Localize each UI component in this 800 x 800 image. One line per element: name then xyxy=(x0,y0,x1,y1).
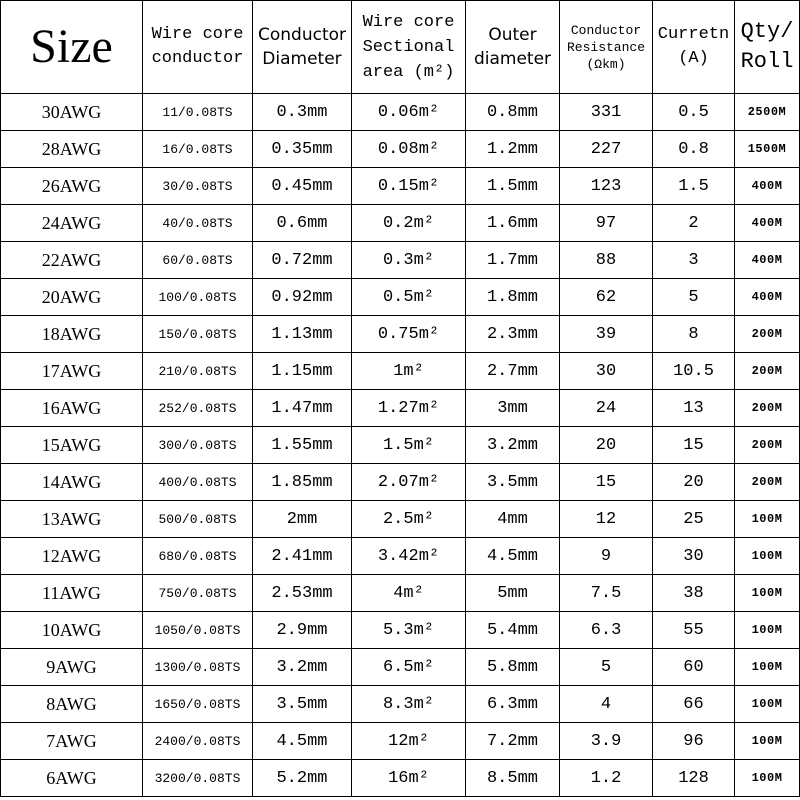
cell-conductor-diameter: 3.5mm xyxy=(253,686,352,723)
cell-qty-per-roll: 100M xyxy=(735,538,800,575)
cell-outer-diameter: 3.5mm xyxy=(466,464,560,501)
cell-wire-core-conductor: 750/0.08TS xyxy=(143,575,253,612)
cell-sectional-area: 0.08m² xyxy=(352,131,466,168)
cell-qty-per-roll: 200M xyxy=(735,464,800,501)
table-row xyxy=(1,279,800,316)
cell-sectional-area: 1.5m² xyxy=(352,427,466,464)
table-row xyxy=(1,390,800,427)
cell-qty-per-roll: 100M xyxy=(735,686,800,723)
cell-sectional-area: 8.3m² xyxy=(352,686,466,723)
cell-sectional-area: 0.75m² xyxy=(352,316,466,353)
cell-conductor-diameter: 0.35mm xyxy=(253,131,352,168)
cell-sectional-area: 2.07m² xyxy=(352,464,466,501)
cell-qty-per-roll: 100M xyxy=(735,501,800,538)
cell-conductor-diameter: 0.6mm xyxy=(253,205,352,242)
cell-sectional-area: 16m² xyxy=(352,760,466,797)
cell-conductor-resistance: 30 xyxy=(560,353,653,390)
cell-outer-diameter: 8.5mm xyxy=(466,760,560,797)
cell-conductor-diameter: 2.9mm xyxy=(253,612,352,649)
cell-wire-core-conductor: 40/0.08TS xyxy=(143,205,253,242)
cell-outer-diameter: 4.5mm xyxy=(466,538,560,575)
cell-size: 15AWG xyxy=(1,427,143,464)
cell-wire-core-conductor: 16/0.08TS xyxy=(143,131,253,168)
cell-conductor-diameter: 2.41mm xyxy=(253,538,352,575)
cell-conductor-diameter: 1.85mm xyxy=(253,464,352,501)
cell-current: 0.8 xyxy=(653,131,735,168)
header-qty-per-roll xyxy=(735,1,800,94)
cell-wire-core-conductor: 100/0.08TS xyxy=(143,279,253,316)
cell-sectional-area: 6.5m² xyxy=(352,649,466,686)
cell-conductor-resistance: 1.2 xyxy=(560,760,653,797)
cell-size: 16AWG xyxy=(1,390,143,427)
header-size-label: Size xyxy=(30,20,113,73)
table-row xyxy=(1,205,800,242)
table-row xyxy=(1,575,800,612)
cell-sectional-area: 0.5m² xyxy=(352,279,466,316)
header-sectional-area xyxy=(352,1,466,94)
cell-conductor-diameter: 5.2mm xyxy=(253,760,352,797)
cell-conductor-diameter: 1.55mm xyxy=(253,427,352,464)
cell-current: 20 xyxy=(653,464,735,501)
cell-current: 66 xyxy=(653,686,735,723)
cell-sectional-area: 12m² xyxy=(352,723,466,760)
cell-size: 12AWG xyxy=(1,538,143,575)
cell-size: 24AWG xyxy=(1,205,143,242)
cell-size: 17AWG xyxy=(1,353,143,390)
table-row xyxy=(1,501,800,538)
cell-current: 5 xyxy=(653,279,735,316)
cell-outer-diameter: 6.3mm xyxy=(466,686,560,723)
cell-current: 55 xyxy=(653,612,735,649)
cell-conductor-resistance: 227 xyxy=(560,131,653,168)
table-row xyxy=(1,316,800,353)
table-row xyxy=(1,94,800,131)
cell-conductor-diameter: 2.53mm xyxy=(253,575,352,612)
cell-current: 96 xyxy=(653,723,735,760)
cell-conductor-diameter: 3.2mm xyxy=(253,649,352,686)
cell-size: 11AWG xyxy=(1,575,143,612)
cell-qty-per-roll: 100M xyxy=(735,649,800,686)
cell-current: 3 xyxy=(653,242,735,279)
cell-size: 10AWG xyxy=(1,612,143,649)
cell-sectional-area: 2.5m² xyxy=(352,501,466,538)
cell-sectional-area: 1.27m² xyxy=(352,390,466,427)
cell-current: 1.5 xyxy=(653,168,735,205)
cell-conductor-resistance: 12 xyxy=(560,501,653,538)
cell-size: 26AWG xyxy=(1,168,143,205)
cell-current: 2 xyxy=(653,205,735,242)
cell-conductor-resistance: 6.3 xyxy=(560,612,653,649)
cell-current: 10.5 xyxy=(653,353,735,390)
table-row xyxy=(1,612,800,649)
header-size xyxy=(1,1,143,94)
cell-conductor-resistance: 331 xyxy=(560,94,653,131)
table-row xyxy=(1,538,800,575)
cell-size: 13AWG xyxy=(1,501,143,538)
table-row xyxy=(1,649,800,686)
cell-wire-core-conductor: 1050/0.08TS xyxy=(143,612,253,649)
cell-size: 9AWG xyxy=(1,649,143,686)
cell-conductor-resistance: 24 xyxy=(560,390,653,427)
cell-size: 22AWG xyxy=(1,242,143,279)
cell-current: 15 xyxy=(653,427,735,464)
cell-outer-diameter: 2.3mm xyxy=(466,316,560,353)
cell-qty-per-roll: 400M xyxy=(735,242,800,279)
cell-current: 8 xyxy=(653,316,735,353)
cell-current: 38 xyxy=(653,575,735,612)
cell-conductor-diameter: 2mm xyxy=(253,501,352,538)
cell-wire-core-conductor: 210/0.08TS xyxy=(143,353,253,390)
cell-qty-per-roll: 100M xyxy=(735,760,800,797)
table-row xyxy=(1,760,800,797)
header-sectional-area-label: Wire core Sectional area (m²) xyxy=(362,12,455,82)
cell-qty-per-roll: 1500M xyxy=(735,131,800,168)
cell-outer-diameter: 1.6mm xyxy=(466,205,560,242)
cell-conductor-resistance: 3.9 xyxy=(560,723,653,760)
cell-size: 30AWG xyxy=(1,94,143,131)
cell-wire-core-conductor: 1650/0.08TS xyxy=(143,686,253,723)
table-row xyxy=(1,131,800,168)
header-conductor-diameter-label: Conductor Diameter xyxy=(257,25,346,69)
cell-conductor-resistance: 7.5 xyxy=(560,575,653,612)
cell-size: 20AWG xyxy=(1,279,143,316)
cell-qty-per-roll: 2500M xyxy=(735,94,800,131)
cell-conductor-resistance: 15 xyxy=(560,464,653,501)
cell-outer-diameter: 7.2mm xyxy=(466,723,560,760)
table-row xyxy=(1,353,800,390)
cell-wire-core-conductor: 2400/0.08TS xyxy=(143,723,253,760)
cell-conductor-resistance: 88 xyxy=(560,242,653,279)
cell-size: 14AWG xyxy=(1,464,143,501)
cell-qty-per-roll: 200M xyxy=(735,427,800,464)
header-qty-per-roll-label: Qty/ Roll xyxy=(740,19,794,74)
cell-qty-per-roll: 100M xyxy=(735,575,800,612)
cell-wire-core-conductor: 30/0.08TS xyxy=(143,168,253,205)
table-row xyxy=(1,686,800,723)
header-conductor-diameter xyxy=(253,1,352,94)
cell-wire-core-conductor: 300/0.08TS xyxy=(143,427,253,464)
cell-wire-core-conductor: 11/0.08TS xyxy=(143,94,253,131)
cell-outer-diameter: 0.8mm xyxy=(466,94,560,131)
cell-wire-core-conductor: 252/0.08TS xyxy=(143,390,253,427)
cell-conductor-diameter: 0.3mm xyxy=(253,94,352,131)
cell-conductor-resistance: 123 xyxy=(560,168,653,205)
cell-conductor-resistance: 9 xyxy=(560,538,653,575)
cell-size: 7AWG xyxy=(1,723,143,760)
cell-sectional-area: 4m² xyxy=(352,575,466,612)
cell-sectional-area: 1m² xyxy=(352,353,466,390)
cell-conductor-diameter: 1.15mm xyxy=(253,353,352,390)
cell-qty-per-roll: 200M xyxy=(735,316,800,353)
header-conductor-resistance xyxy=(560,1,653,94)
cell-qty-per-roll: 200M xyxy=(735,390,800,427)
cell-outer-diameter: 3mm xyxy=(466,390,560,427)
cell-outer-diameter: 5.4mm xyxy=(466,612,560,649)
cell-conductor-diameter: 1.13mm xyxy=(253,316,352,353)
cell-wire-core-conductor: 500/0.08TS xyxy=(143,501,253,538)
cell-conductor-resistance: 97 xyxy=(560,205,653,242)
cell-sectional-area: 3.42m² xyxy=(352,538,466,575)
cell-outer-diameter: 4mm xyxy=(466,501,560,538)
cell-conductor-diameter: 4.5mm xyxy=(253,723,352,760)
cell-conductor-resistance: 62 xyxy=(560,279,653,316)
header-wire-core-conductor xyxy=(143,1,253,94)
cell-size: 8AWG xyxy=(1,686,143,723)
cell-outer-diameter: 3.2mm xyxy=(466,427,560,464)
cell-qty-per-roll: 400M xyxy=(735,168,800,205)
cell-wire-core-conductor: 3200/0.08TS xyxy=(143,760,253,797)
cell-sectional-area: 5.3m² xyxy=(352,612,466,649)
cell-conductor-resistance: 5 xyxy=(560,649,653,686)
table-row xyxy=(1,242,800,279)
header-conductor-resistance-label: Conductor Resistance (Ωkm) xyxy=(566,22,645,72)
cell-current: 25 xyxy=(653,501,735,538)
header-current xyxy=(653,1,735,94)
cell-outer-diameter: 5mm xyxy=(466,575,560,612)
cell-conductor-diameter: 1.47mm xyxy=(253,390,352,427)
cell-wire-core-conductor: 680/0.08TS xyxy=(143,538,253,575)
cell-outer-diameter: 1.8mm xyxy=(466,279,560,316)
cell-current: 60 xyxy=(653,649,735,686)
cell-qty-per-roll: 400M xyxy=(735,279,800,316)
cell-sectional-area: 0.06m² xyxy=(352,94,466,131)
cell-sectional-area: 0.2m² xyxy=(352,205,466,242)
cell-wire-core-conductor: 60/0.08TS xyxy=(143,242,253,279)
cell-qty-per-roll: 100M xyxy=(735,723,800,760)
cell-conductor-diameter: 0.72mm xyxy=(253,242,352,279)
cell-current: 128 xyxy=(653,760,735,797)
cell-outer-diameter: 5.8mm xyxy=(466,649,560,686)
cell-conductor-resistance: 4 xyxy=(560,686,653,723)
cell-outer-diameter: 2.7mm xyxy=(466,353,560,390)
cell-wire-core-conductor: 150/0.08TS xyxy=(143,316,253,353)
table-row xyxy=(1,427,800,464)
header-current-label: Curretn (A) xyxy=(657,25,730,68)
cell-conductor-resistance: 20 xyxy=(560,427,653,464)
cell-current: 0.5 xyxy=(653,94,735,131)
table-row xyxy=(1,168,800,205)
header-outer-diameter-label: Outer diameter xyxy=(473,25,552,69)
cell-sectional-area: 0.3m² xyxy=(352,242,466,279)
cell-size: 18AWG xyxy=(1,316,143,353)
cell-qty-per-roll: 100M xyxy=(735,612,800,649)
cell-conductor-diameter: 0.92mm xyxy=(253,279,352,316)
cell-outer-diameter: 1.7mm xyxy=(466,242,560,279)
cell-outer-diameter: 1.5mm xyxy=(466,168,560,205)
cell-outer-diameter: 1.2mm xyxy=(466,131,560,168)
cell-size: 28AWG xyxy=(1,131,143,168)
cell-conductor-diameter: 0.45mm xyxy=(253,168,352,205)
cell-conductor-resistance: 39 xyxy=(560,316,653,353)
table-row xyxy=(1,464,800,501)
header-wire-core-conductor-label: Wire core conductor xyxy=(151,25,244,68)
cell-current: 13 xyxy=(653,390,735,427)
cell-current: 30 xyxy=(653,538,735,575)
cell-size: 6AWG xyxy=(1,760,143,797)
cell-sectional-area: 0.15m² xyxy=(352,168,466,205)
cell-qty-per-roll: 200M xyxy=(735,353,800,390)
header-row xyxy=(1,1,800,94)
cell-wire-core-conductor: 400/0.08TS xyxy=(143,464,253,501)
cell-qty-per-roll: 400M xyxy=(735,205,800,242)
table-row xyxy=(1,723,800,760)
header-outer-diameter xyxy=(466,1,560,94)
cell-wire-core-conductor: 1300/0.08TS xyxy=(143,649,253,686)
